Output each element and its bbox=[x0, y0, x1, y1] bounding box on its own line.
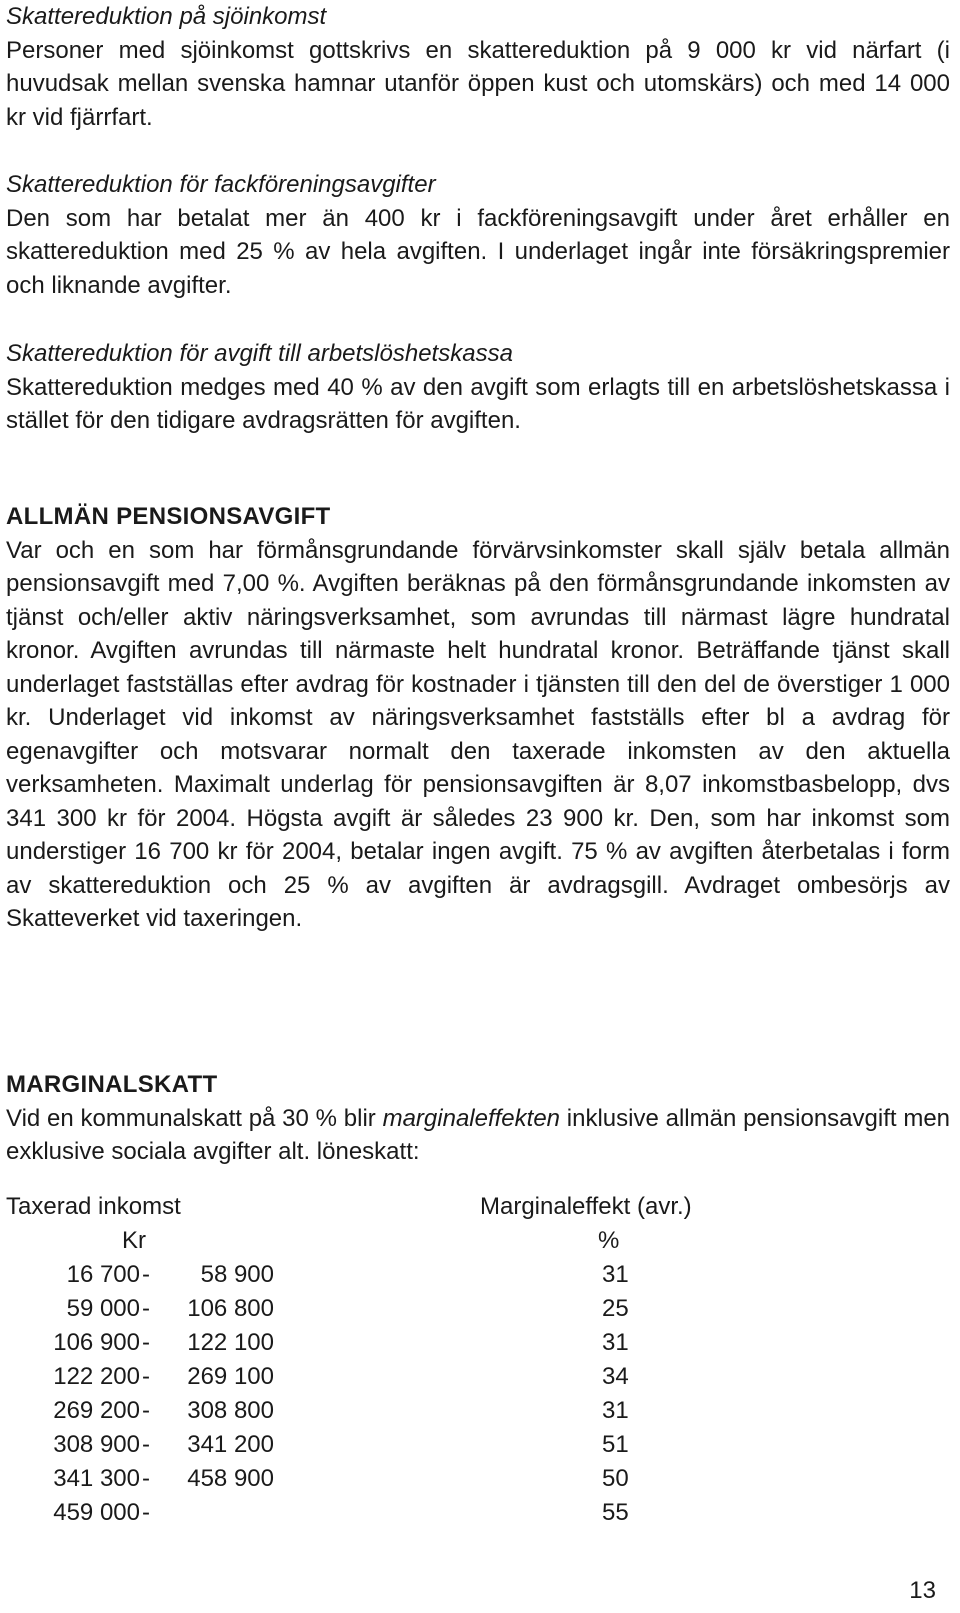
column-header-income: Taxerad inkomst bbox=[6, 1193, 181, 1220]
table-row bbox=[6, 1428, 950, 1462]
section-intro bbox=[6, 1102, 950, 1169]
income-to: 106 800 bbox=[187, 1295, 274, 1322]
section-heading: ALLMÄN PENSIONSAVGIFT bbox=[6, 503, 331, 530]
range-dash: - bbox=[142, 1363, 150, 1390]
section-pensionsavgift bbox=[6, 500, 950, 936]
section-heading: MARGINALSKATT bbox=[6, 1071, 218, 1098]
section-body: Den som har betalat mer än 400 kr i fackföreningsavgift under året erhåller en skattereduktion med 25 % av hela avgiften. I underlaget ingår inte försäkringspremier och liknande avgifter. bbox=[6, 204, 950, 299]
section-body: Personer med sjöinkomst gottskrivs en skattereduktion på 9 000 kr vid närfart (i huvudsak mellan svenska hamnar utanför öppen kust och utomskärs) och med 14 000 kr vid fjärrfart. bbox=[6, 36, 950, 131]
table-header-row bbox=[6, 1190, 950, 1224]
section-heading: Skattereduktion för fackföreningsavgifter bbox=[6, 171, 436, 198]
section-fackforening bbox=[6, 168, 950, 302]
income-to: 308 800 bbox=[187, 1397, 274, 1424]
income-from: 16 700 bbox=[66, 1261, 140, 1288]
marginal-effect: 31 bbox=[602, 1329, 629, 1356]
table-row bbox=[6, 1326, 950, 1360]
income-from: 341 300 bbox=[53, 1465, 140, 1492]
table-body bbox=[6, 1258, 950, 1530]
section-heading: Skattereduktion på sjöinkomst bbox=[6, 3, 327, 30]
column-unit-income: Kr bbox=[122, 1227, 146, 1254]
marginal-effect: 25 bbox=[602, 1295, 629, 1322]
table-row bbox=[6, 1462, 950, 1496]
section-arbetsloshetskassa bbox=[6, 337, 950, 438]
marginal-effect: 31 bbox=[602, 1261, 629, 1288]
range-dash: - bbox=[142, 1397, 150, 1424]
income-to: 122 100 bbox=[187, 1329, 274, 1356]
income-from: 106 900 bbox=[53, 1329, 140, 1356]
income-from: 459 000 bbox=[53, 1499, 140, 1526]
income-from: 59 000 bbox=[66, 1295, 140, 1322]
intro-text: Vid en kommunalskatt på 30 % blir bbox=[6, 1104, 383, 1132]
table-row bbox=[6, 1360, 950, 1394]
marginal-effect: 50 bbox=[602, 1465, 629, 1492]
section-sjoinkomst bbox=[6, 0, 950, 134]
income-to: 458 900 bbox=[187, 1465, 274, 1492]
table-row bbox=[6, 1292, 950, 1326]
table-row bbox=[6, 1496, 950, 1530]
income-from: 122 200 bbox=[53, 1363, 140, 1390]
section-heading: Skattereduktion för avgift till arbetslöshetskassa bbox=[6, 340, 513, 367]
range-dash: - bbox=[142, 1295, 150, 1322]
marginal-effect: 51 bbox=[602, 1431, 629, 1458]
range-dash: - bbox=[142, 1431, 150, 1458]
marginal-effect: 34 bbox=[602, 1363, 629, 1390]
page-number: 13 bbox=[909, 1577, 936, 1604]
table-row bbox=[6, 1258, 950, 1292]
range-dash: - bbox=[142, 1465, 150, 1492]
section-marginalskatt bbox=[6, 1068, 950, 1169]
range-dash: - bbox=[142, 1329, 150, 1356]
income-to: 269 100 bbox=[187, 1363, 274, 1390]
marginal-table bbox=[6, 1190, 950, 1530]
range-dash: - bbox=[142, 1261, 150, 1288]
table-unit-row bbox=[6, 1224, 950, 1258]
marginal-effect: 55 bbox=[602, 1499, 629, 1526]
income-to: 58 900 bbox=[200, 1261, 274, 1288]
income-to: 341 200 bbox=[187, 1431, 274, 1458]
range-dash: - bbox=[142, 1499, 150, 1526]
income-from: 308 900 bbox=[53, 1431, 140, 1458]
column-header-effect: Marginaleffekt (avr.) bbox=[480, 1193, 692, 1220]
income-from: 269 200 bbox=[53, 1397, 140, 1424]
table-row bbox=[6, 1394, 950, 1428]
marginal-effect: 31 bbox=[602, 1397, 629, 1424]
section-body: Var och en som har förmånsgrundande förvärvsinkomster skall själv betala allmän pensionsavgift med 7,00 %. Avgiften beräknas på den förmånsgrundande inkomsten av tjänst och/eller aktiv näringsverksamhet, som avrundas till närmast lägre hundratal kronor. Avgiften avrundas till närmaste helt hundratal kronor. Beträffande tjänst skall underlaget fastställas efter avdrag för kostnader i tjänsten till den del de överstiger 1 000 kr. Underlaget vid inkomst av näringsverksamhet fastställs efter bl a avdrag för egenavgifter och motsvarar normalt den taxerade inkomsten av den aktuella verksamheten. Maximalt underlag för pensionsavgiften är 8,07 inkomstbasbelopp, dvs 341 300 kr för 2004. Högsta avgift är således 23 900 kr. Den, som har inkomst som understiger 16 700 kr för 2004, betalar ingen avgift. 75 % av avgiften återbetalas i form av skattereduktion och 25 % av avgiften är avdragsgill. Avdraget ombesörjs av Skatteverket vid taxeringen. bbox=[6, 536, 950, 932]
section-body: Skattereduktion medges med 40 % av den avgift som erlagts till en arbetslöshetskassa i stället för den tidigare avdragsrätten för avgiften. bbox=[6, 373, 950, 434]
column-unit-effect: % bbox=[598, 1227, 620, 1254]
intro-text: inklusive allmän pensionsavgift men exklusive sociala avgifter alt. löneskatt: bbox=[6, 1104, 951, 1165]
intro-emphasis: marginaleffekten bbox=[382, 1104, 561, 1132]
